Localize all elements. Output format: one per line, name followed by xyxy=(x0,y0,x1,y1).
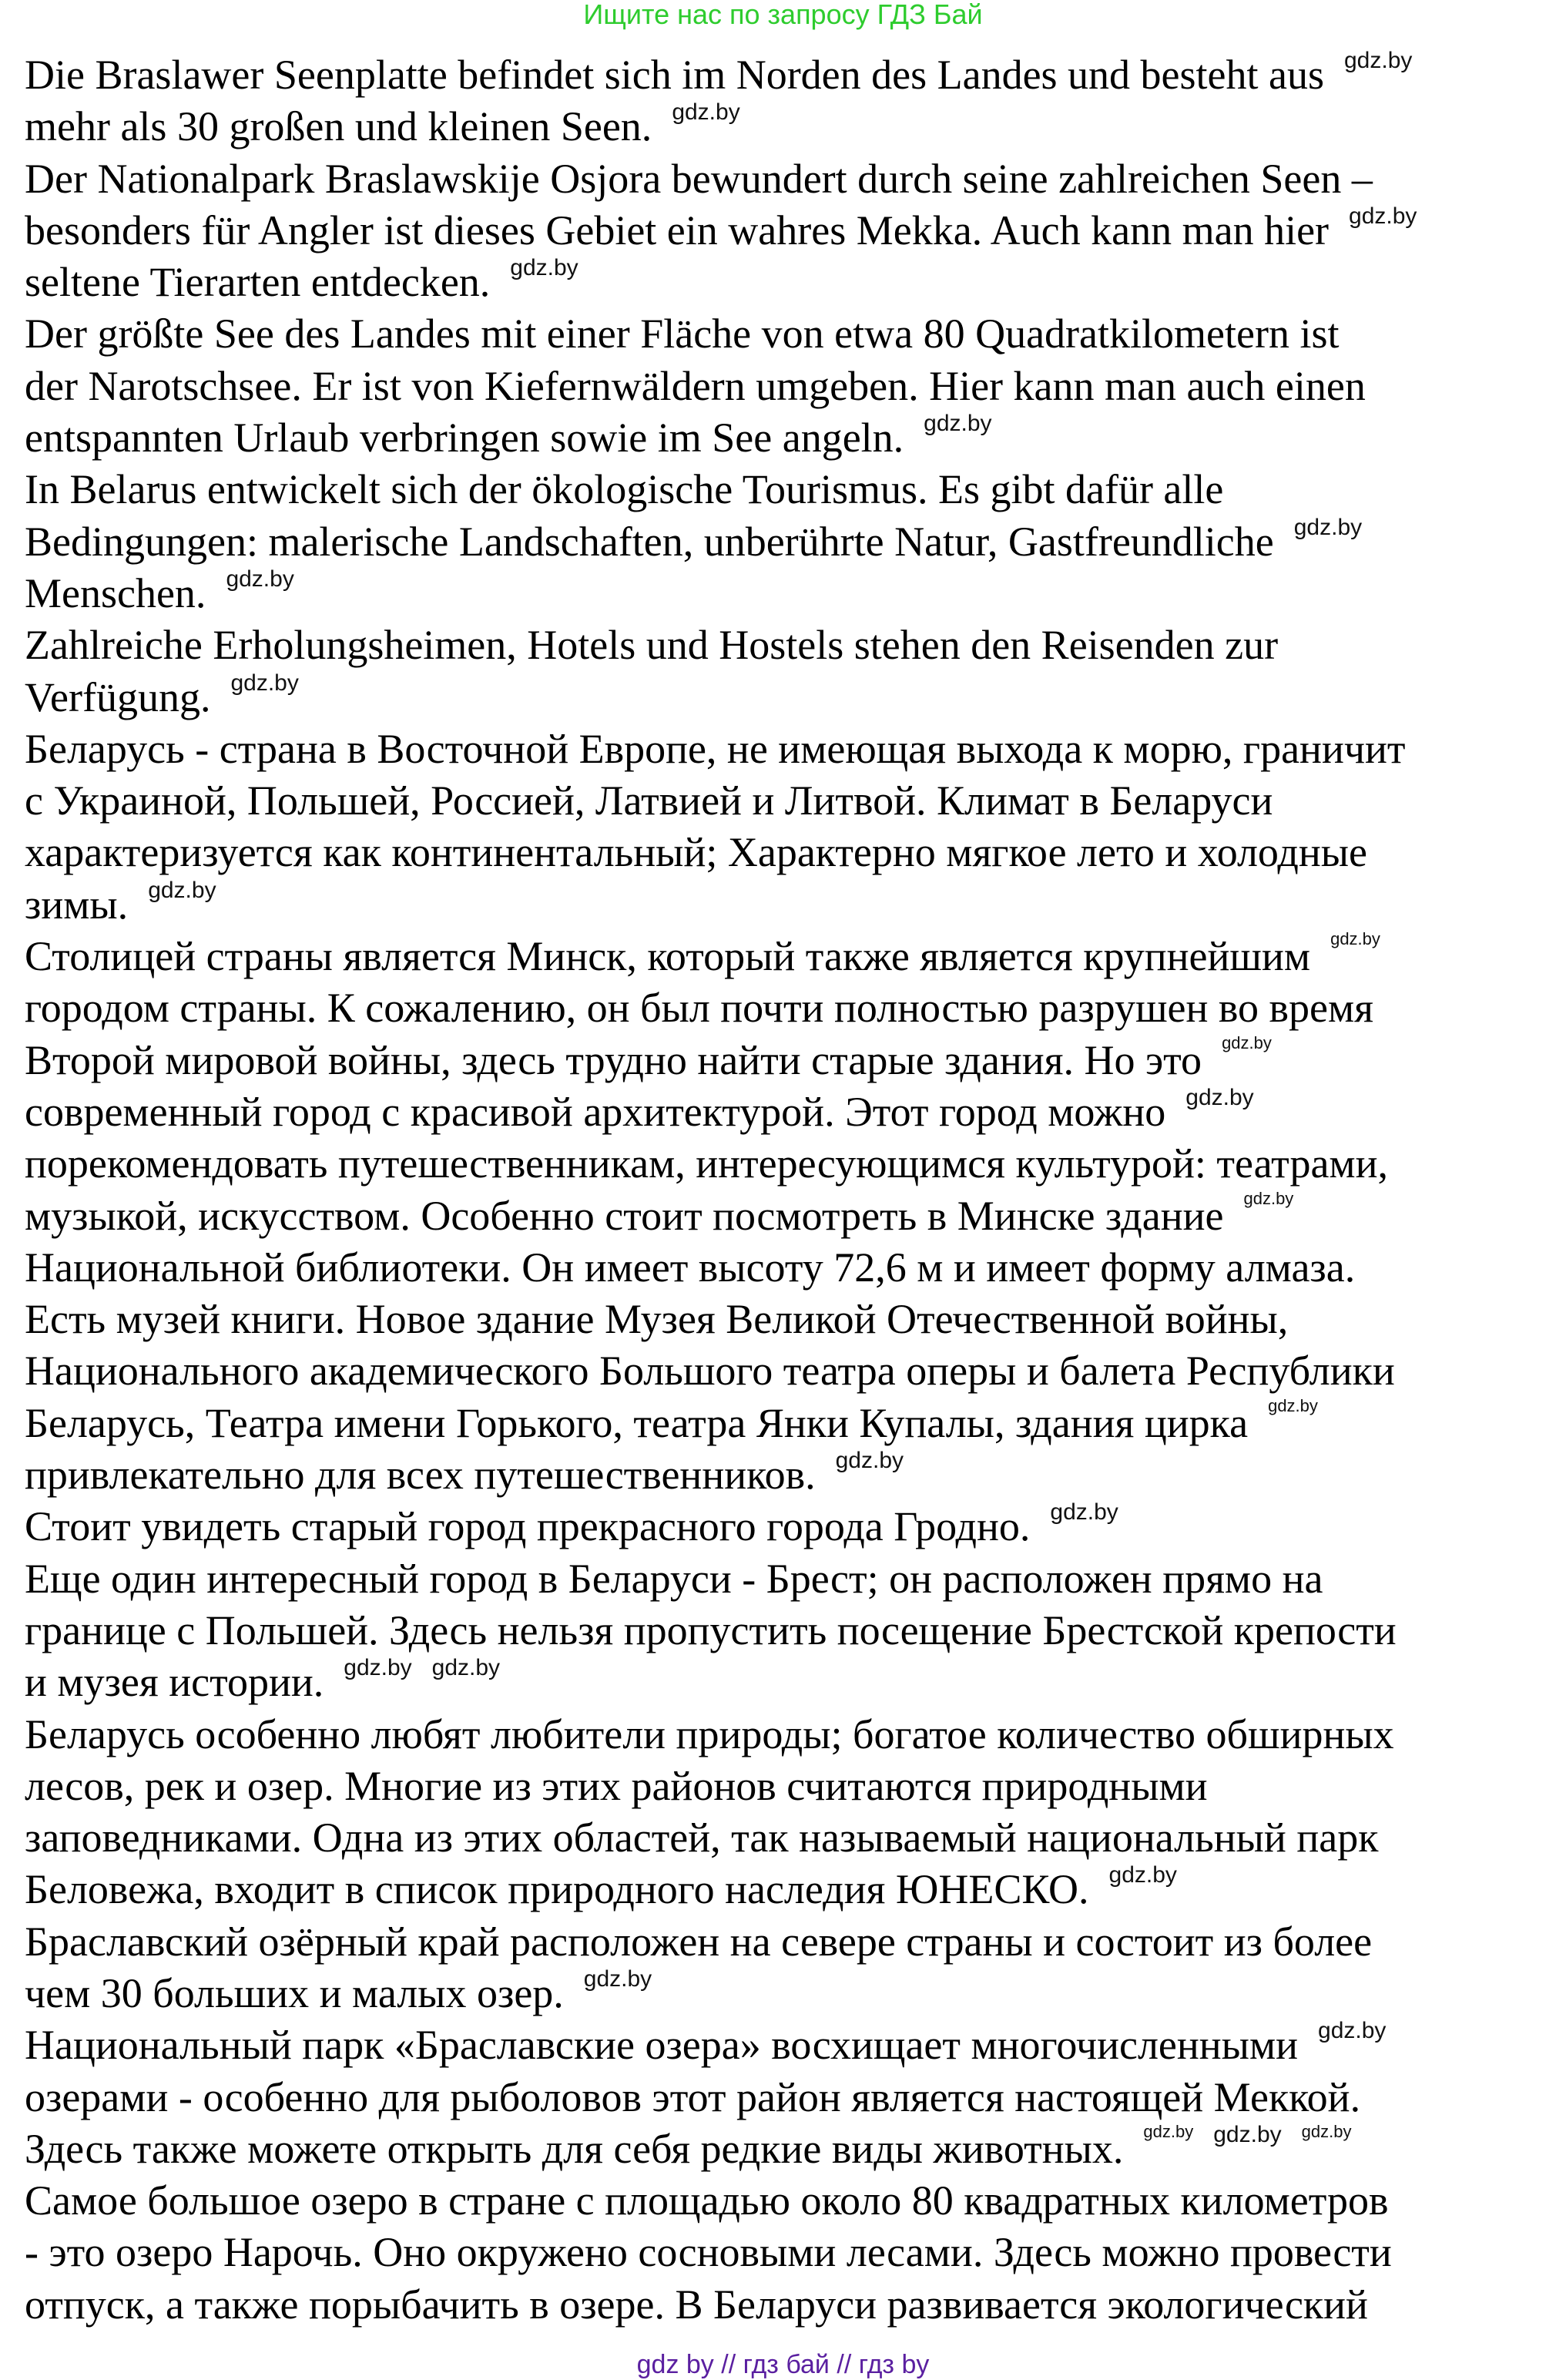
text-line-content: der Narotschsee. Er ist von Kiefernwäldern umgeben. Hier kann man auch einen xyxy=(25,362,1366,409)
text-line xyxy=(25,775,1417,827)
watermark-text: gdz.by xyxy=(226,566,294,592)
text-line-content: Bedingungen: malerische Landschaften, unberührte Natur, Gastfreundliche xyxy=(25,518,1274,565)
text-line-content: с Украиной, Польшей, Россией, Латвией и Литвой. Климат в Беларуси xyxy=(25,777,1273,824)
watermark-text: gdz.by xyxy=(1185,1084,1254,1110)
text-line xyxy=(25,1190,1417,1242)
text-line xyxy=(25,2123,1417,2175)
watermark-text: gdz.by xyxy=(230,670,299,696)
text-line xyxy=(25,1032,1417,1086)
watermark-text: gdz.by xyxy=(1293,514,1363,540)
text-line xyxy=(25,982,1417,1034)
text-line-content: Die Braslawer Seenplatte befindet sich im Norden des Landes und besteht aus xyxy=(25,52,1324,98)
text-line xyxy=(25,1657,1417,1708)
text-line-content: отпуск, а также порыбачить в озере. В Беларуси развивается экологический xyxy=(25,2281,1368,2328)
text-line xyxy=(25,2072,1417,2123)
text-line-content: городом страны. К сожалению, он был почти полностью разрушен во время xyxy=(25,985,1373,1032)
text-line-content: Здесь также можете открыть для себя редкие виды животных. xyxy=(25,2125,1124,2172)
text-line-content: музыкой, искусством. Особенно стоит посмотреть в Минске здание xyxy=(25,1192,1224,1239)
text-line xyxy=(25,1501,1417,1553)
watermark-text: gdz.by xyxy=(1330,929,1380,949)
watermark-text: gdz.by xyxy=(1301,2121,1352,2141)
text-line xyxy=(25,101,1417,153)
text-line xyxy=(25,931,1417,982)
text-line xyxy=(25,257,1417,308)
text-line-content: привлекательно для всех путешественников. xyxy=(25,1452,816,1499)
text-line xyxy=(25,723,1417,775)
watermark-text: gdz.by xyxy=(1143,2121,1194,2141)
text-line xyxy=(25,49,1417,101)
document-text xyxy=(25,49,1417,2331)
text-line xyxy=(25,568,1417,619)
text-line-content: Стоит увидеть старый город прекрасного города Гродно. xyxy=(25,1503,1031,1550)
text-line-content: Еще один интересный город в Беларуси - Брест; он расположен прямо на xyxy=(25,1555,1323,1602)
text-line xyxy=(25,2279,1417,2331)
text-line xyxy=(25,205,1417,257)
text-line-content: Zahlreiche Erholungsheimen, Hotels und Hostels stehen den Reisenden zur xyxy=(25,622,1279,669)
text-line xyxy=(25,2227,1417,2278)
text-line-content: Браславский озёрный край расположен на севере страны и состоит из более xyxy=(25,1918,1373,1965)
watermark-text: gdz.by xyxy=(672,99,740,126)
text-line xyxy=(25,619,1417,671)
text-line xyxy=(25,827,1417,878)
text-line-content: Verfügung. xyxy=(25,673,211,720)
text-line xyxy=(25,1553,1417,1605)
watermark-text: gdz.by xyxy=(1213,2121,1282,2147)
text-line xyxy=(25,1294,1417,1345)
text-line-content: Столицей страны является Минск, который также является крупнейшим xyxy=(25,933,1311,980)
text-line-content: Есть музей книги. Новое здание Музея Великой Отечественной войны, xyxy=(25,1296,1289,1343)
search-banner-link[interactable]: Ищите нас по запросу ГДЗ Бай xyxy=(583,0,983,30)
text-line-content: In Belarus entwickelt sich der ökologische Tourismus. Es gibt dafür alle xyxy=(25,466,1224,513)
text-line-content: Самое большое озеро в стране с площадью около 80 квадратных километров xyxy=(25,2177,1389,2224)
text-line-content: mehr als 30 großen und kleinen Seen. xyxy=(25,103,652,150)
text-line-content: Der größte See des Landes mit einer Fläche von etwa 80 Quadratkilometern ist xyxy=(25,311,1340,358)
watermark-text: gdz.by xyxy=(1268,1395,1318,1415)
text-line-content: - это озеро Нарочь. Оно окружено сосновыми лесами. Здесь можно провести xyxy=(25,2229,1392,2276)
text-line xyxy=(25,153,1417,205)
text-line-content: seltene Tierarten entdecken. xyxy=(25,259,491,306)
watermark-text: gdz.by xyxy=(344,1655,412,1681)
watermark-text: gdz.by xyxy=(1050,1499,1118,1526)
text-line xyxy=(25,1449,1417,1501)
text-line xyxy=(25,1812,1417,1864)
watermark-text: gdz.by xyxy=(510,255,578,281)
watermark-text: gdz.by xyxy=(1108,1862,1177,1888)
text-line-content: заповедниками. Одна из этих областей, так называемый национальный парк xyxy=(25,1814,1379,1861)
watermark-text: gdz.by xyxy=(1222,1032,1272,1052)
watermark-text: gdz.by xyxy=(1318,2018,1387,2044)
text-line xyxy=(25,1965,1417,2019)
text-line-content: характеризуется как континентальный; Характерно мягкое лето и холодные xyxy=(25,829,1368,876)
text-line xyxy=(25,464,1417,515)
text-line-content: Национального академического Большого театра оперы и балета Республики xyxy=(25,1348,1395,1395)
watermark-text: gdz.by xyxy=(148,877,216,903)
text-line-content: чем 30 больших и малых озер. xyxy=(25,1969,564,2016)
text-line-content: Беларусь, Театра имени Горького, театра Янки Купалы, здания цирка xyxy=(25,1399,1249,1446)
text-line-content: зимы. xyxy=(25,881,129,928)
watermark-text: gdz.by xyxy=(583,1965,652,1992)
text-line xyxy=(25,1916,1417,1968)
text-line-content: Der Nationalpark Braslawskije Osjora bewundert durch seine zahlreichen Seen – xyxy=(25,155,1373,202)
text-line xyxy=(25,1345,1417,1397)
text-line-content: порекомендовать путешественникам, интересующимся культурой: театрами, xyxy=(25,1140,1388,1187)
footer-watermark: gdz by // гдз бай // гдз by xyxy=(636,2350,930,2379)
text-line xyxy=(25,516,1417,568)
text-line xyxy=(25,1864,1417,1915)
text-line xyxy=(25,1761,1417,1812)
text-line-content: Второй мировой войны, здесь трудно найти старые здания. Но это xyxy=(25,1036,1202,1083)
watermark-text: gdz.by xyxy=(431,1655,501,1681)
text-line-content: Беларусь - страна в Восточной Европе, не имеющая выхода к морю, граничит xyxy=(25,725,1406,772)
text-line xyxy=(25,2175,1417,2227)
text-line-content: лесов, рек и озер. Многие из этих районов считаются природными xyxy=(25,1762,1208,1809)
text-line-content: Национальный парк «Браславские озера» восхищает многочисленными xyxy=(25,2022,1299,2069)
text-line xyxy=(25,1709,1417,1761)
text-line-content: Беларусь особенно любят любители природы; богатое количество обширных xyxy=(25,1710,1394,1757)
text-line-content: Национальной библиотеки. Он имеет высоту 72,6 м и имеет форму алмаза. xyxy=(25,1244,1356,1291)
text-line-content: и музея истории. xyxy=(25,1659,324,1706)
text-line-content: Беловежа, входит в список природного наследия ЮНЕСКО. xyxy=(25,1866,1089,1913)
text-line xyxy=(25,412,1417,464)
text-line xyxy=(25,879,1417,931)
text-line-content: границе с Польшей. Здесь нельзя пропустить посещение Брестской крепости xyxy=(25,1606,1397,1653)
text-line xyxy=(25,1605,1417,1657)
watermark-text: gdz.by xyxy=(1349,203,1417,229)
watermark-text: gdz.by xyxy=(924,411,992,437)
text-line xyxy=(25,1242,1417,1294)
watermark-text: gdz.by xyxy=(1344,48,1413,73)
watermark-text: gdz.by xyxy=(1243,1188,1294,1208)
text-line xyxy=(25,1138,1417,1190)
text-line xyxy=(25,672,1417,723)
text-line xyxy=(25,2019,1417,2071)
watermark-text: gdz.by xyxy=(835,1448,904,1474)
text-line-content: Menschen. xyxy=(25,569,206,616)
text-line-content: озерами - особенно для рыболовов этот район является настоящей Меккой. xyxy=(25,2073,1361,2120)
text-line xyxy=(25,1086,1417,1138)
text-line-content: besonders für Angler ist dieses Gebiet ein wahres Mekka. Auch kann man hier xyxy=(25,206,1330,253)
text-line-content: entspannten Urlaub verbringen sowie im See angeln. xyxy=(25,415,904,462)
text-line-content: современный город с красивой архитектурой. Этот город можно xyxy=(25,1088,1166,1135)
text-line xyxy=(25,308,1417,360)
text-line xyxy=(25,1395,1417,1449)
text-line xyxy=(25,361,1417,412)
